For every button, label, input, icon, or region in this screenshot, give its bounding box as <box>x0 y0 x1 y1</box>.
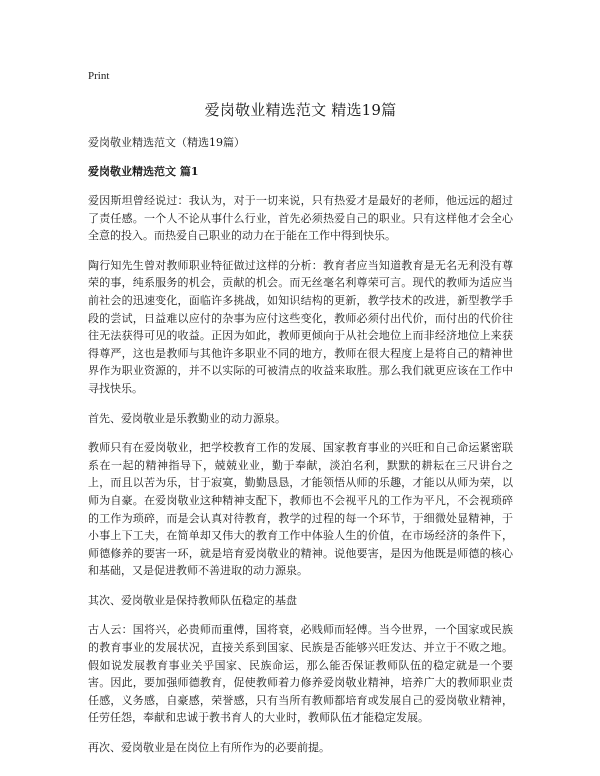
paragraph-3: 首先、爱岗敬业是乐教勤业的动力源泉。 <box>88 411 286 425</box>
paragraph-7: 再次、爱岗敬业是在岗位上有所作为的必要前提。 <box>88 741 330 755</box>
paragraph-5: 其次、爱岗敬业是保持教师队伍稳定的基盘 <box>88 593 297 607</box>
document-subtitle: 爱岗敬业精选范文（精选19篇） <box>88 136 245 149</box>
paragraph-4: 教师只有在爱岗敬业，把学校教育工作的发展、国家教育事业的兴旺和自己命运紧密联系在一起的精神指导下，兢兢业业，勤于奉献，淡泊名利，默默的耕耘在三尺讲台之上，而且以苦为乐，甘于寂寞，勤勤恳恳，才能领悟从师的乐趣，才能以从师为荣，以师为自豪。在爱岗敬业这种精神支配下，教师也不会视平凡的工作为平凡，不会视琐碎的工作为琐碎，而是会认真对待教育，教学的过程的每一个环节，于细微处显精神，于小事上下工夫，在简单却又伟大的教育工作中体验人生的价值，在市场经济的条件下，师德修养的要害一环，就是培育爱岗敬业的精神。说他要害，是因为他既是师德的核心和基础，又是促进教师不善进取的动力源泉。 <box>88 441 513 578</box>
paragraph-6: 古人云：国将兴，必贵师而重傅，国将衰，必贱师而轻傅。当今世界，一个国家或民族的教育事业的发展状况，直接关系到国家、民族是否能够兴旺发达、并立于不败之地。假如说发展教育事业关乎国家、民族命运，那么能否保证教师队伍的稳定就是一个要害。因此，要加强师德教育，促使教师着力修养爱岗敬业精神，培养广大的教师职业责任感，义务感，自豪感，荣誉感，只有当所有教师都培育或发展自己的爱岗敬业精神，任劳任怨，奉献和忠诚于教书育人的大业时，教师队伍才能稳定发展。 <box>88 623 513 725</box>
print-label[interactable]: Print <box>88 70 110 82</box>
paragraph-2: 陶行知先生曾对教师职业特征做过这样的分析：教育者应当知道教育是无名无利没有尊荣的事，纯系服务的机会，贡献的机会。而无丝毫名利尊荣可言。现代的教师为适应当前社会的迅速变化，面临许多挑战，如知识结构的更新，教学技术的改进，新型教学手段的尝试，日益难以应付的杂事为应付这些变化，教师必须付出代价，而付出的代价往往无法获得可见的收益。正因为如此，教师更倾向于从社会地位上而非经济地位上来获得尊严，这也是教师与其他许多职业不同的地方，教师在很大程度上是将自己的精神世界作为职业资源的，并不以实际的可被清点的收益来取胜。那么我们就更应该在工作中寻找快乐。 <box>88 258 513 395</box>
document-title: 爱岗敬业精选范文 精选19篇 <box>204 101 397 119</box>
document-page <box>88 70 513 769</box>
section-heading: 爱岗敬业精选范文 篇1 <box>88 165 199 178</box>
paragraph-1: 爱因斯坦曾经说过：我认为，对于一切来说，只有热爱才是最好的老师，他远远的超过了责任感。一个人不论从事什么行业，首先必须热爱自己的职业。只有这样他才会全心全意的投入。而热爱自己职业的动力在于能在工作中得到快乐。 <box>88 194 513 243</box>
